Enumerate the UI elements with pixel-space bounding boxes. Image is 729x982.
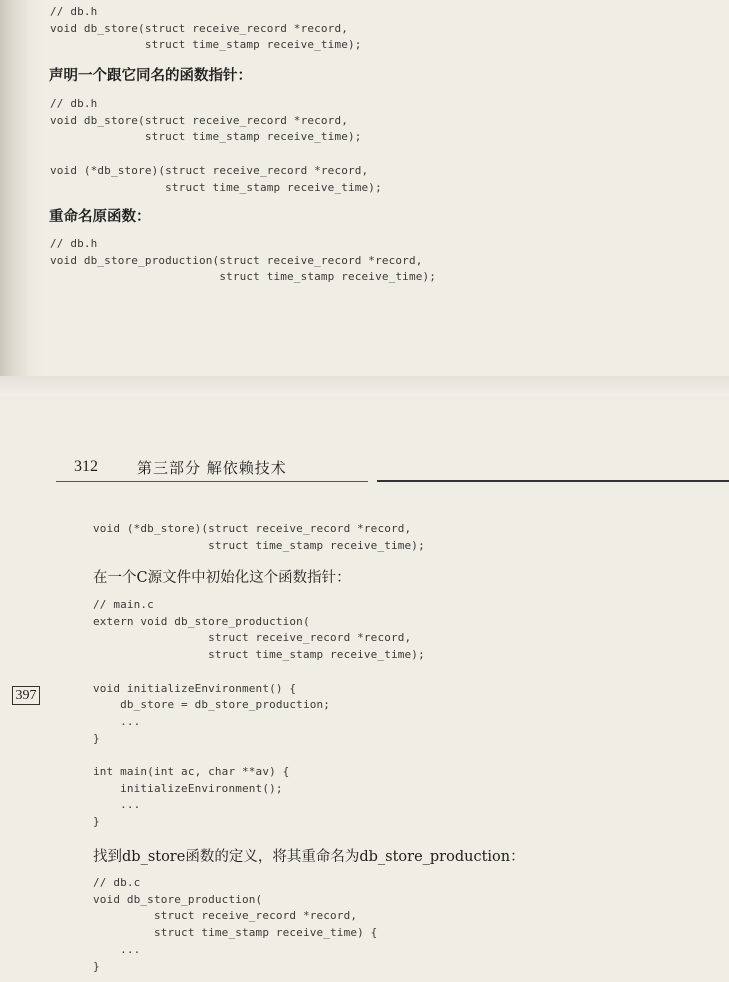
header-rule-right [377,480,729,482]
page-number: 312 [74,458,98,475]
code-block-db-h-2: // db.h void db_store(struct receive_record *record, struct time_stamp receive_time); void (*db_store)(struct receive_record *record, struct time_stamp receive_time); [50,97,382,194]
paragraph-rename-definition: 找到db_store函数的定义，将其重命名为db_store_production： [93,849,525,865]
top-page [0,0,729,376]
code-block-db-c: // db.c void db_store_production( struct receive_record *record, struct time_stamp receive_time) { ... } [93,876,378,973]
page-gap [0,376,729,396]
header-rule [56,481,368,482]
code-block-db-h-1: // db.h void db_store(struct receive_record *record, struct time_stamp receive_time); [50,5,362,52]
margin-page-reference: 397 [12,686,40,705]
code-block-db-h-3: // db.h void db_store_production(struct receive_record *record, struct time_stamp receive_time); [50,237,437,284]
paragraph-init-pointer: 在一个C源文件中初始化这个函数指针： [93,570,351,586]
code-block-main-c: // main.c extern void db_store_production( struct receive_record *record, struct time_stamp receive_time); void initializeEnvironment() { db_store = db_store_production; ... } int main(int ac, char **av) { initializeEnvironment(); ... } [93,598,425,829]
section-heading-rename-original: 重命名原函数： [49,208,151,225]
code-block-pointer-decl: void (*db_store)(struct receive_record *record, struct time_stamp receive_time); [93,522,425,552]
section-heading-declare-pointer: 声明一个跟它同名的函数指针： [49,67,252,84]
running-title: 第三部分 解依赖技术 [137,459,287,477]
